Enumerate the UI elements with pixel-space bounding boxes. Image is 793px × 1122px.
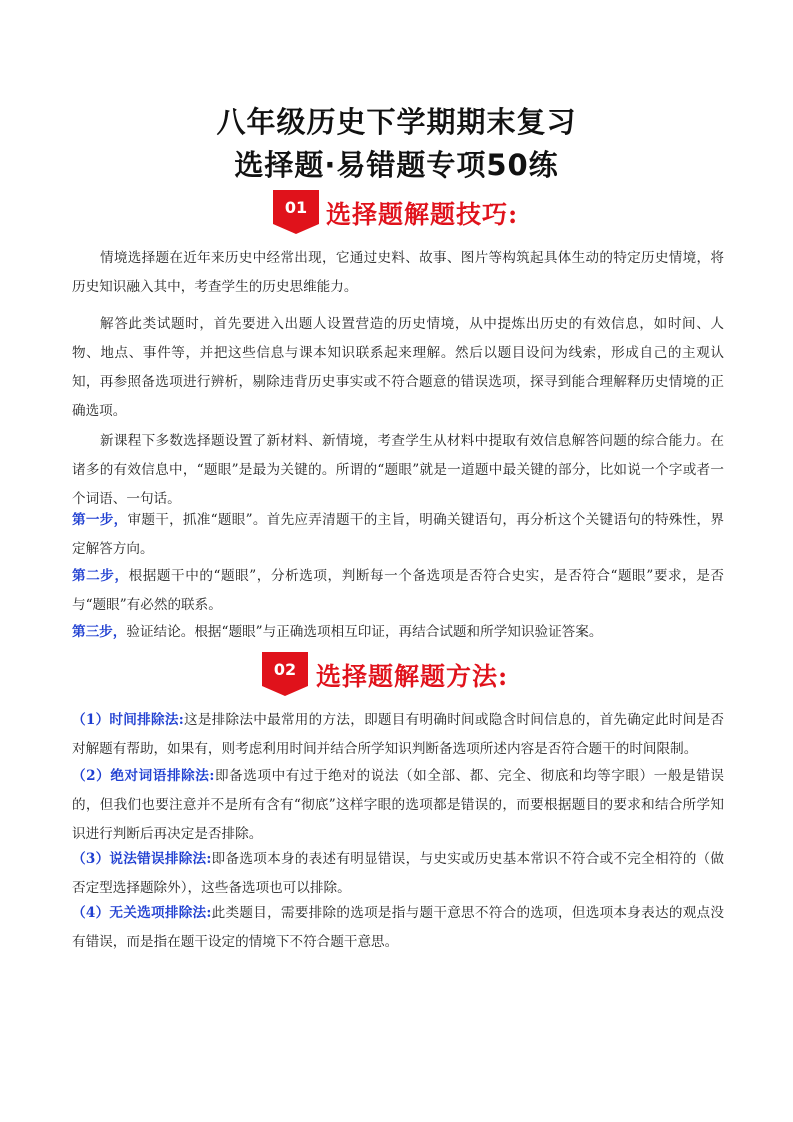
method-2: [72, 762, 724, 849]
method-4-text: 此类题目，需要排除的选项是指与题干意思不符合的选项，但选项本身表达的观点没有错误，而是指在题干设定的情境下不符合题干意思。: [72, 905, 724, 950]
section-number-1: 01: [284, 198, 308, 217]
page-subtitle: 选择题·易错题专项50练: [234, 148, 559, 182]
paragraph-2: 解答此类试题时，首先要进入出题人设置营造的历史情境，从中提炼出历史的有效信息，如时间、人物、地点、事件等，并把这些信息与课本知识联系起来理解。然后以题目设问为线索，形成自己的主观认知，再参照备选项进行辨析，剔除违背历史事实或不符合题意的错误选项，探寻到能合理解释历史情境的正确选项。: [72, 316, 724, 419]
method-4: [72, 899, 724, 957]
step-3-text: 验证结论。根据“题眼”与正确选项相互印证，再结合试题和所学知识验证答案。: [126, 624, 603, 640]
method-1-text: 这是排除法中最常用的方法，即题目有明确时间或隐含时间信息的，首先确定此时间是否对解题有帮助，如果有，则考虑利用时间并结合所学知识判断备选项所述内容是否符合题干的时间限制。: [72, 712, 724, 757]
step-1: [72, 506, 724, 564]
step-1-label: 第一步，: [72, 512, 128, 528]
section-header-1: [0, 190, 793, 240]
step-3-label: 第三步，: [72, 624, 127, 640]
step-1-text: 审题干，抓准“题眼”。首先应弄清题干的主旨，明确关键语句，再分析这个关键语句的特殊性，界定解答方向。: [72, 512, 724, 557]
section-title-1: 选择题解题技巧:: [326, 200, 519, 229]
method-3-label: （3）说法错误排除法:: [72, 851, 212, 867]
method-1-label: （1）时间排除法:: [72, 712, 184, 728]
section-header-2: [0, 652, 793, 702]
section-badge-2: [262, 652, 308, 696]
section-title-2: 选择题解题方法:: [316, 662, 509, 691]
paragraph-3: 新课程下多数选择题设置了新材料、新情境，考查学生从材料中提取有效信息解答问题的综合能力。在诸多的有效信息中，“题眼”是最为关键的。所谓的“题眼”就是一道题中最关键的部分，比如说一个字或者一个词语、一句话。: [72, 433, 724, 507]
method-3: [72, 845, 724, 903]
method-1: [72, 706, 724, 764]
step-2-text: 根据题干中的“题眼”，分析选项，判断每一个备选项是否符合史实，是否符合“题眼”要求，是否与“题眼”有必然的联系。: [72, 568, 725, 613]
method-2-label: （2）绝对词语排除法:: [72, 768, 215, 784]
step-2: [72, 562, 724, 620]
method-3-text: 即备选项本身的表述有明显错误，与史实或历史基本常识不符合或不完全相符的（做否定型选择题除外），这些备选项也可以排除。: [72, 851, 724, 896]
page-title: 八年级历史下学期期末复习: [216, 105, 577, 139]
section-number-2: 02: [273, 660, 297, 679]
paragraph-1: 情境选择题在近年来历史中经常出现，它通过史料、故事、图片等构筑起具体生动的特定历史情境，将历史知识融入其中，考查学生的历史思维能力。: [72, 250, 724, 295]
method-4-label: （4）无关选项排除法:: [72, 905, 212, 921]
section-badge-1: [273, 190, 319, 234]
step-2-label: 第二步，: [72, 568, 129, 584]
step-3: [72, 618, 724, 647]
method-2-text: 即备选项中有过于绝对的说法（如全部、都、完全、彻底和均等字眼）一般是错误的，但我们也要注意并不是所有含有“彻底”这样字眼的选项都是错误的，而要根据题目的要求和结合所学知识进行判断后再决定是否排除。: [72, 768, 724, 842]
